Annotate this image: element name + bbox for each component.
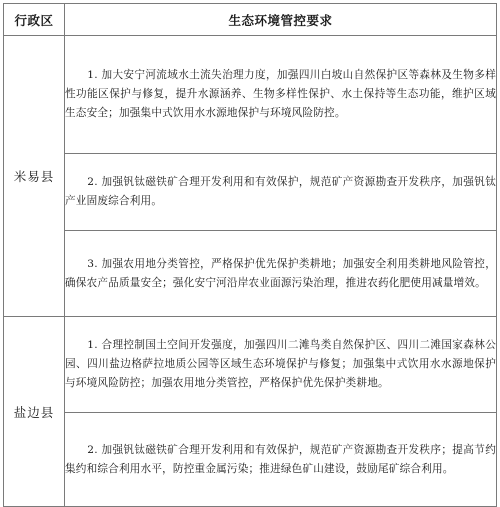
table-row	[4, 154, 497, 231]
requirement-cell	[65, 231, 497, 317]
header-requirements: 生态环境管控要求	[65, 4, 497, 36]
table-row	[4, 317, 497, 413]
requirement-text: 2. 加强钒钛磁铁矿合理开发利用和有效保护，规范矿产资源勘查开发秩序；提高节约集约和综合利用水平，防控重金属污染；推进绿色矿山建设，鼓励尾矿综合利用。	[65, 443, 496, 475]
requirement-text: 2. 加强钒钛磁铁矿合理开发利用和有效保护，规范矿产资源勘查开发秩序，加强钒钛产业固废综合利用。	[65, 176, 496, 207]
requirement-text: 1. 合理控制国土空间开发强度，加强四川二滩鸟类自然保护区、四川二滩国家森林公园、四川盐边格萨拉地质公园等区域生态环境保护与修复；加强集中式饮用水水源地保护与环境风险防控；加强农用地分类管控，严格保护优先保护类耕地。	[65, 339, 496, 389]
region-yanbian: 盐边县	[4, 317, 65, 507]
requirement-cell	[65, 36, 497, 154]
table-row	[4, 231, 497, 317]
table-row	[4, 413, 497, 507]
requirement-text: 3. 加强农用地分类管控，严格保护优先保护类耕地；加强安全利用类耕地风险管控，确保农产品质量安全；强化安宁河沿岸农业面源污染治理，推进农药化肥使用减量增效。	[65, 257, 496, 289]
requirement-cell	[65, 317, 497, 413]
requirement-cell	[65, 154, 497, 231]
header-region: 行政区	[4, 4, 65, 36]
requirement-cell	[65, 413, 497, 507]
table-header-row	[4, 4, 497, 36]
requirement-text: 1. 加大安宁河流域水土流失治理力度，加强四川白坡山自然保护区等森林及生物多样性功能区保护与修复，提升水源涵养、生物多样性保护、水土保持等生态功能，维护区域生态安全；加强集中式饮用水水源地保护与环境风险防控。	[65, 69, 496, 119]
region-miyi: 米易县	[4, 36, 65, 317]
eco-control-table	[3, 3, 497, 507]
table-row	[4, 36, 497, 154]
